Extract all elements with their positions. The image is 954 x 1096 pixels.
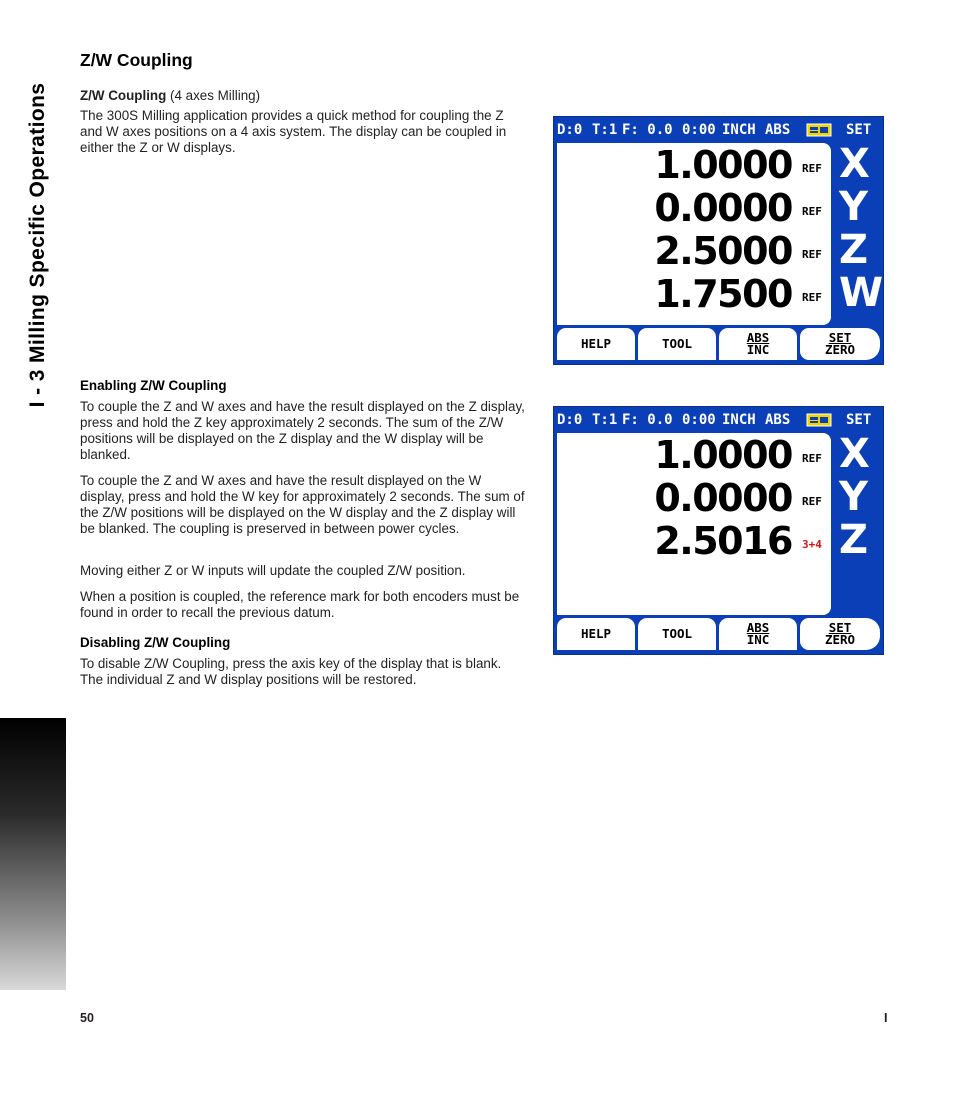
side-tab-title: I - 3 Milling Specific Operations	[26, 82, 49, 408]
abs-inc-softkey[interactable]	[719, 618, 797, 650]
dro-screen-4-axis	[553, 116, 884, 365]
position-value: 2.5000	[654, 229, 792, 273]
status-time[interactable]: 0:00	[682, 412, 716, 428]
inc-label: INC	[746, 342, 770, 357]
coupled-indicator: 3+4	[802, 538, 822, 551]
abs-label: ABS	[746, 620, 770, 635]
help-softkey[interactable]: HELP	[557, 328, 635, 360]
status-mode[interactable]: ABS	[765, 412, 791, 428]
status-units[interactable]: INCH	[722, 412, 756, 428]
softkey-bar	[554, 618, 883, 652]
abs-inc-softkey[interactable]	[719, 328, 797, 360]
status-units[interactable]: INCH	[722, 122, 756, 138]
axis-key-x[interactable]: X	[839, 141, 870, 187]
enabling-paragraph-2: To couple the Z and W axes and have the result displayed on the W display, press and hold the W key for approximately 2 seconds. The sum of the Z/W positions will be displayed on the W display and the Z display will be blanked. The coupling is preserved in between power cycles.	[80, 473, 525, 536]
set-zero-softkey[interactable]	[800, 618, 880, 650]
calculator-icon[interactable]	[806, 413, 832, 431]
axis-row-x[interactable]	[554, 141, 880, 187]
tool-softkey[interactable]: TOOL	[638, 328, 716, 360]
axis-key-x[interactable]: X	[839, 431, 870, 477]
enabling-paragraph-1: To couple the Z and W axes and have the result displayed on the Z display, press and hold the Z key approximately 2 seconds. The sum of the Z/W positions will be displayed on the Z display and the W display will be blanked.	[80, 399, 525, 462]
axis-row-y[interactable]	[554, 474, 880, 520]
intro-subtitle-bold: Z/W Coupling	[80, 88, 167, 103]
ref-indicator: REF	[802, 248, 822, 261]
position-value: 1.0000	[654, 143, 792, 187]
status-datum[interactable]: D:0	[557, 122, 583, 138]
disabling-paragraph: To disable Z/W Coupling, press the axis key of the display that is blank. The individual Z and W display positions will be restored.	[80, 656, 502, 687]
axis-row-z-coupled[interactable]	[554, 517, 880, 563]
axis-key-z[interactable]: Z	[839, 227, 869, 273]
intro-paragraph: The 300S Milling application provides a quick method for coupling the Z and W axes positions on a 4 axis system. The display can be coupled in either the Z or W displays.	[80, 108, 507, 155]
section-title: Z/W Coupling	[80, 50, 193, 70]
position-value: 0.0000	[654, 476, 792, 520]
status-mode[interactable]: ABS	[765, 122, 791, 138]
enabling-heading: Enabling Z/W Coupling	[80, 378, 227, 393]
side-tab-gradient	[0, 718, 66, 990]
axis-row-x[interactable]	[554, 431, 880, 477]
ref-indicator: REF	[802, 205, 822, 218]
axis-key-y[interactable]: Y	[839, 184, 868, 230]
calculator-icon[interactable]	[806, 123, 832, 141]
status-datum[interactable]: D:0	[557, 412, 583, 428]
page-number: 50	[80, 1011, 94, 1025]
axis-key-z[interactable]: Z	[839, 517, 869, 563]
position-value: 1.0000	[654, 433, 792, 477]
enabling-paragraph-4: When a position is coupled, the reference mark for both encoders must be found in order to recall the previous datum.	[80, 589, 520, 620]
ref-indicator: REF	[802, 495, 822, 508]
status-tool[interactable]: T:1	[592, 412, 618, 428]
status-feed[interactable]: F: 0.0	[622, 412, 673, 428]
inc-label: INC	[746, 632, 770, 647]
axis-row-z[interactable]	[554, 227, 880, 273]
zero-label: ZERO	[824, 632, 856, 647]
ref-indicator: REF	[802, 162, 822, 175]
enabling-paragraph-3: Moving either Z or W inputs will update the coupled Z/W position.	[80, 563, 466, 578]
status-set[interactable]: SET	[846, 122, 872, 138]
softkey-bar	[554, 328, 883, 362]
axis-key-w[interactable]: W	[839, 270, 884, 316]
position-value: 1.7500	[654, 272, 792, 316]
intro-subtitle	[80, 88, 260, 103]
status-feed[interactable]: F: 0.0	[622, 122, 673, 138]
dro-status-bar	[554, 407, 883, 433]
ref-indicator: REF	[802, 452, 822, 465]
ref-indicator: REF	[802, 291, 822, 304]
status-time[interactable]: 0:00	[682, 122, 716, 138]
status-tool[interactable]: T:1	[592, 122, 618, 138]
chapter-marker: I	[884, 1011, 888, 1025]
position-value: 2.5016	[654, 519, 792, 563]
position-value: 0.0000	[654, 186, 792, 230]
help-softkey[interactable]: HELP	[557, 618, 635, 650]
set-zero-softkey[interactable]	[800, 328, 880, 360]
tool-softkey[interactable]: TOOL	[638, 618, 716, 650]
zero-label: ZERO	[824, 342, 856, 357]
axis-key-y[interactable]: Y	[839, 474, 868, 520]
dro-screen-coupled	[553, 406, 884, 655]
set-label: SET	[828, 330, 852, 345]
disabling-heading: Disabling Z/W Coupling	[80, 635, 231, 650]
status-set[interactable]: SET	[846, 412, 872, 428]
set-label: SET	[828, 620, 852, 635]
dro-status-bar	[554, 117, 883, 143]
axis-row-y[interactable]	[554, 184, 880, 230]
axis-row-w[interactable]	[554, 270, 884, 316]
intro-subtitle-rest: (4 axes Milling)	[166, 88, 261, 103]
abs-label: ABS	[746, 330, 770, 345]
